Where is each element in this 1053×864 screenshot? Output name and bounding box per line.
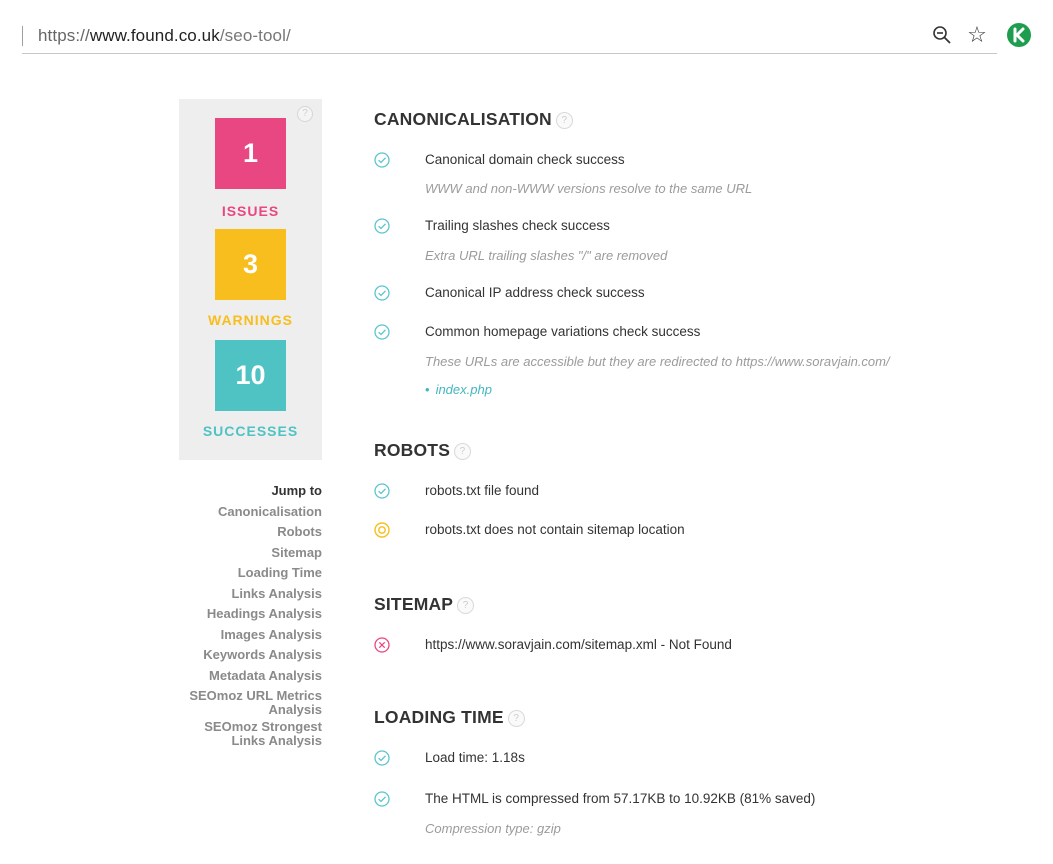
bullet-dot: •: [425, 382, 430, 397]
check-subtext: Compression type: gzip: [425, 821, 561, 836]
successes-label: SUCCESSES: [202, 423, 299, 439]
section-title-text: CANONICALISATION: [374, 109, 552, 129]
issues-label: ISSUES: [221, 203, 280, 219]
browser-toolbar: [0, 0, 1053, 62]
check-circle-icon: [374, 483, 390, 499]
jump-link-seomoz-url-metrics[interactable]: SEOmoz URL Metrics Analysis: [189, 688, 322, 717]
jump-to-title: Jump to: [271, 483, 322, 498]
check-circle-icon: [374, 750, 390, 766]
jump-link-keywords-analysis[interactable]: Keywords Analysis: [203, 647, 322, 662]
jump-link-metadata-analysis[interactable]: Metadata Analysis: [209, 667, 322, 683]
check-text: robots.txt file found: [425, 483, 540, 498]
section-title-loading-time: [374, 707, 525, 728]
jump-link-seomoz-strongest-links[interactable]: SEOmoz Strongest Links Analysis: [204, 719, 322, 748]
check-text: robots.txt does not contain sitemap location: [425, 522, 685, 537]
check-circle-icon: [374, 791, 390, 807]
check-text: Load time: 1.18s: [425, 750, 525, 765]
check-subtext: WWW and non-WWW versions resolve to the same URL: [425, 181, 753, 196]
url-scheme: https://: [38, 26, 90, 45]
check-subtext: Extra URL trailing slashes "/" are removed: [425, 248, 668, 263]
url-path: /seo-tool/: [219, 26, 291, 45]
jump-link-canonicalisation[interactable]: Canonicalisation: [217, 503, 322, 519]
help-icon[interactable]: ?: [556, 112, 573, 129]
issues-count[interactable]: 1: [215, 118, 286, 189]
successes-count[interactable]: 10: [215, 340, 286, 411]
check-text: Canonical domain check success: [425, 152, 625, 167]
check-circle-icon: [374, 324, 390, 340]
warning-circle-icon: [374, 522, 390, 538]
check-text: Trailing slashes check success: [425, 218, 610, 233]
jump-link-headings-analysis[interactable]: Headings Analysis: [206, 606, 322, 621]
jump-link-links-analysis[interactable]: Links Analysis: [231, 585, 322, 601]
section-title-text: LOADING TIME: [374, 707, 504, 727]
zoom-out-icon[interactable]: [931, 24, 953, 46]
jump-link-images-analysis[interactable]: Images Analysis: [220, 626, 322, 642]
check-text: Canonical IP address check success: [425, 285, 645, 300]
jump-link-robots[interactable]: Robots: [277, 524, 322, 539]
check-text: The HTML is compressed from 57.17KB to 10.92KB (81% saved): [425, 791, 816, 806]
section-title-text: SITEMAP: [374, 594, 454, 614]
help-icon[interactable]: ?: [454, 443, 471, 460]
check-subtext: These URLs are accessible but they are redirected to https://www.soravjain.com/: [425, 354, 890, 369]
help-icon[interactable]: ?: [508, 710, 525, 727]
section-title-canonicalisation: [374, 109, 573, 130]
jump-link-loading-time[interactable]: Loading Time: [237, 565, 322, 580]
redirect-url-item[interactable]: [425, 382, 492, 397]
check-circle-icon: [374, 218, 390, 234]
check-text: https://www.soravjain.com/sitemap.xml - Not Found: [425, 637, 732, 652]
section-title-text: ROBOTS: [374, 440, 451, 460]
help-icon[interactable]: ?: [457, 597, 474, 614]
warnings-count[interactable]: 3: [215, 229, 286, 300]
check-circle-icon: [374, 152, 390, 168]
jump-link-sitemap[interactable]: Sitemap: [271, 544, 322, 560]
check-circle-icon: [374, 285, 390, 301]
bookmark-star-icon[interactable]: ☆: [967, 22, 987, 47]
help-icon[interactable]: ?: [297, 106, 313, 122]
warnings-label: WARNINGS: [208, 312, 293, 328]
redirect-url-text: index.php: [435, 382, 492, 397]
url-host: www.found.co.uk: [89, 26, 220, 45]
jump-to-nav: [170, 481, 322, 751]
extension-k-icon[interactable]: [1006, 22, 1032, 48]
address-bar[interactable]: [22, 20, 997, 54]
cross-circle-icon: [374, 637, 390, 653]
check-text: Common homepage variations check success: [425, 324, 701, 339]
section-title-sitemap: [374, 594, 474, 615]
url-text[interactable]: [38, 26, 291, 46]
section-title-robots: [374, 440, 471, 461]
